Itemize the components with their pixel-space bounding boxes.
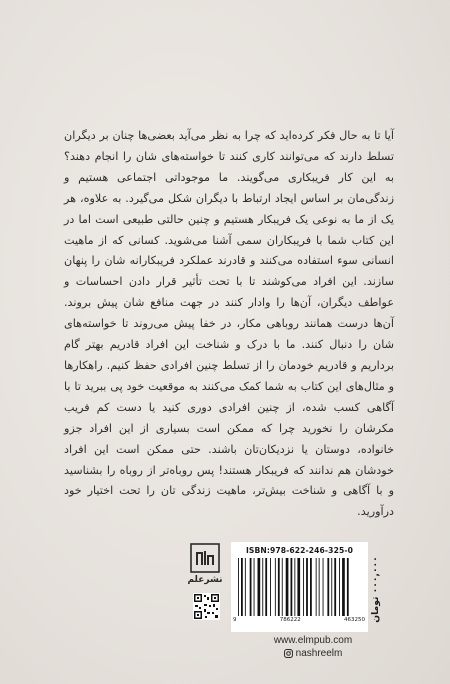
barcode-bar bbox=[275, 558, 276, 616]
barcode-block bbox=[231, 542, 368, 632]
barcode-bar bbox=[347, 558, 349, 616]
price-text: ۰۰۰,۰۰۰ تومان bbox=[369, 555, 381, 623]
barcode-bar bbox=[310, 558, 312, 616]
barcode-bar bbox=[303, 558, 304, 616]
publisher-name: نشرعلم bbox=[187, 575, 223, 585]
barcode-bar bbox=[323, 558, 324, 616]
instagram-handle[interactable] bbox=[258, 648, 368, 659]
barcode-bar bbox=[241, 558, 243, 616]
barcode-bar bbox=[306, 558, 308, 616]
barcode-bar bbox=[270, 558, 271, 616]
barcode-bar bbox=[262, 558, 263, 616]
blurb-paragraph: آیا تا به حال فکر کرده‌اید که چرا به نظر می‌آید بعضی‌ها چنان بر دیگران تسلط دارند که می‌توانند کاری کنند تا خواسته‌های شان را انجام دهند؟ به این کار فریبکاری می‌گویند. ما موجوداتی اجتماعی هستیم و زندگی‌مان بر اساس ایجاد ارتباط با دیگران شکل می‌گیرد. به علاوه، هر یک از ما به نوعی یک فریبکار هستیم و چنین حالتی طبیعی است اما در این کتاب شما با فریبکاران سمی آشنا می‌شوید. کسانی که از ماهیت انسانی سوء استفاده می‌کنند و قادرند عملکرد فریبکارانه شان را پنهان سازند. این افراد می‌کوشند تا با تحت تأثیر قرار دادن احساسات و عواطف دیگران، آن‌ها را وادار کنند در جهت منافع شان پیش بروند. آن‌ها درست همانند روباهی مکار، در خفا پیش می‌روند تا خواسته‌های شان را دنبال کنند. ما با درک و شناخت این افراد قادریم بهتر گام برداریم و قادریم خودمان را از تسلط چنین افرادی حفظ کنیم. راهکارها و مثال‌های این کتاب به شما کمک می‌کنند به موقعیت خود پی ببرید تا با آگاهی کسب شده، از چنین افرادی دوری کنید یا دست کم فریب مکرشان را نخورید چرا که ممکن است بسیاری از این افراد جزو خانواده، دوستان یا نزدیکان‌تان باشند. حتی ممکن است این افراد خودشان هم ندانند که فریبکار هستند! پس روباه‌تر از روباه را بشناسید و با آگاهی و شناخت بیش‌تر، ماهیت زندگی تان را تحت اختیار خود درآورید. bbox=[64, 129, 394, 519]
barcode-bar bbox=[331, 558, 332, 616]
price-label bbox=[367, 552, 383, 626]
barcode-digit-group: 463250 bbox=[344, 617, 365, 623]
barcode-bar bbox=[265, 558, 267, 616]
barcode bbox=[237, 558, 363, 616]
barcode-bar bbox=[319, 558, 320, 616]
barcode-digits bbox=[233, 617, 365, 623]
barcode-bar bbox=[238, 558, 239, 616]
instagram-icon bbox=[284, 649, 293, 658]
barcode-bar bbox=[258, 558, 261, 616]
barcode-bar bbox=[316, 558, 317, 616]
publisher-logo bbox=[190, 543, 220, 573]
barcode-bar bbox=[254, 558, 255, 616]
back-cover-blurb bbox=[64, 126, 394, 523]
barcode-bar bbox=[250, 558, 252, 616]
barcode-bar bbox=[342, 558, 345, 616]
isbn-text: ISBN:978-622-246-325-0 bbox=[246, 546, 353, 555]
barcode-bar bbox=[327, 558, 329, 616]
barcode-bar bbox=[339, 558, 340, 616]
barcode-bar bbox=[294, 558, 295, 616]
qr-code bbox=[193, 593, 220, 620]
barcode-bar bbox=[334, 558, 336, 616]
website-link[interactable]: www.elmpub.com bbox=[273, 635, 353, 646]
barcode-digit-group: 786222 bbox=[279, 617, 301, 623]
instagram-name: nashreelm bbox=[295, 648, 343, 659]
barcode-digit-group: 9 bbox=[233, 617, 237, 623]
barcode-bar bbox=[245, 558, 246, 616]
barcode-bar bbox=[286, 558, 289, 616]
barcode-bar bbox=[278, 558, 280, 616]
barcode-bar bbox=[282, 558, 283, 616]
barcode-bar bbox=[291, 558, 293, 616]
barcode-bar bbox=[297, 558, 300, 616]
